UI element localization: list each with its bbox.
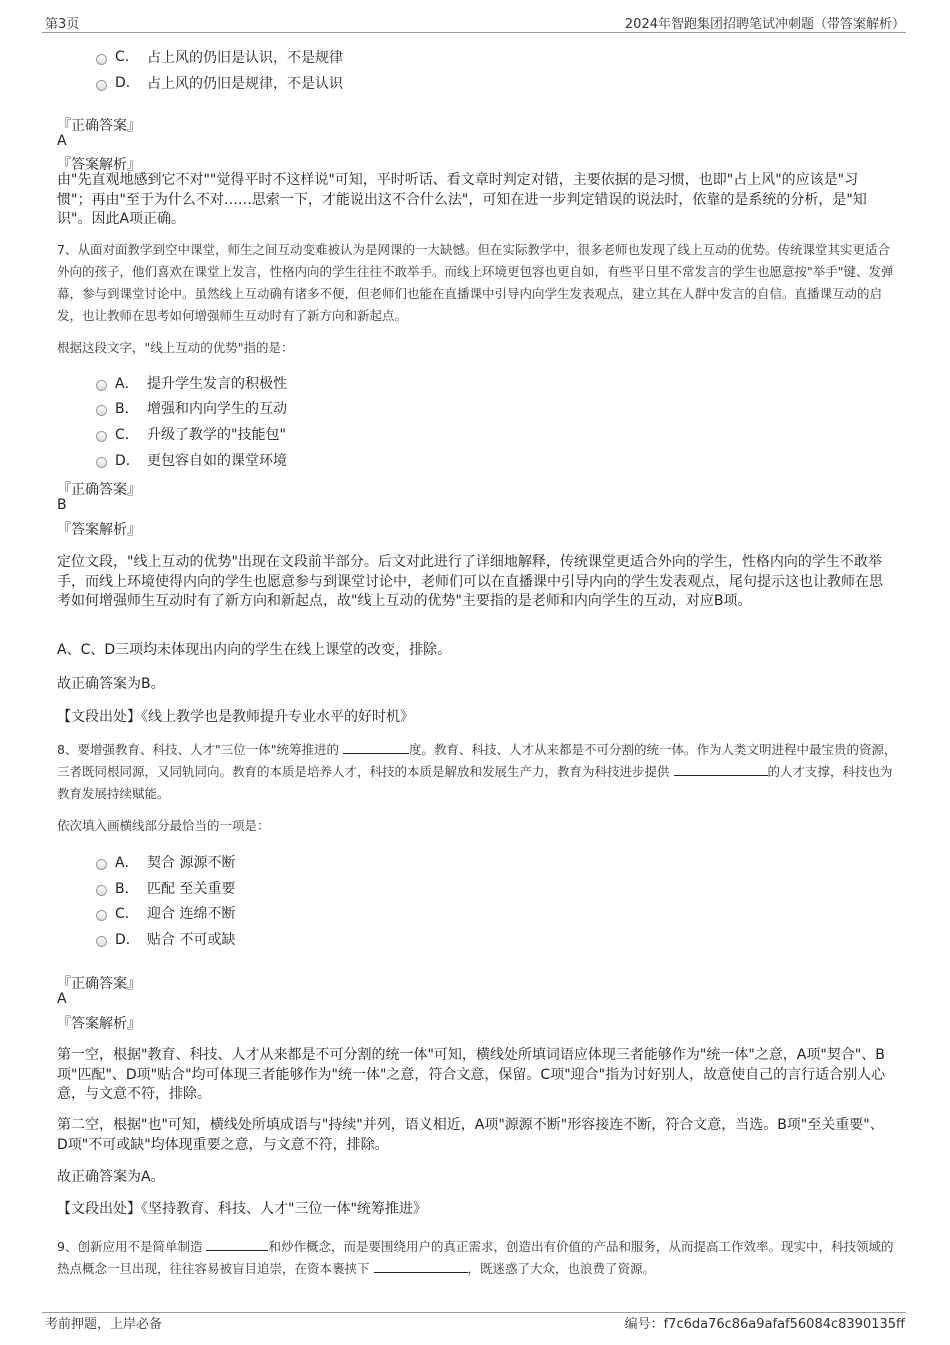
option-d[interactable]: D. 占上风的仍旧是规律，不是认识: [96, 73, 343, 93]
question-8-prompt: 依次填入画横线部分最恰当的一项是：: [57, 818, 270, 833]
option-d[interactable]: D． 更包容自如的课堂环境: [96, 450, 287, 470]
option-d[interactable]: D． 贴合 不可或缺: [96, 929, 235, 949]
analysis-label: 『答案解析』: [57, 157, 141, 173]
fill-blank: [343, 741, 409, 754]
radio-icon[interactable]: [96, 885, 107, 896]
option-a[interactable]: A． 契合 源源不断: [96, 852, 235, 872]
document-id: 编号：f7c6da76c86a9afaf56084c8390135ff: [624, 1317, 905, 1332]
page-number: 第3页: [45, 17, 80, 32]
answer-value: A: [57, 133, 67, 149]
analysis-label: 『答案解析』: [57, 1016, 141, 1032]
question-7-stem: 7、从面对面教学到空中课堂，师生之间互动变难被认为是网课的一大缺憾。但在实际教学中，很多老师也发现了线上互动的优势。传统课堂其实更适合外向的孩子，他们喜欢在课堂上发言，性格内向的学生往往不敢举手。而线上环境更包容也更自如，有些平日里不常发言的学生也愿意按"举手"键、发弹幕，参与到课堂讨论中。虽然线上互动确有诸多不便，但老师们也能在直播课中引导内向学生发表观点，建立其在人群中发言的自信。直播课互动的启发，也让教师在思考如何增强师生互动时有了新方向和新起点。: [57, 242, 894, 323]
radio-icon[interactable]: [96, 380, 107, 391]
answer-label: 『正确答案』: [57, 482, 141, 498]
radio-icon[interactable]: [96, 431, 107, 442]
option-c[interactable]: C． 升级了教学的"技能包": [96, 424, 286, 444]
footer-slogan: 考前押题，上岸必备: [45, 1317, 163, 1332]
source-line: 【文段出处】《线上教学也是教师提升专业水平的好时机》: [57, 709, 414, 725]
option-c[interactable]: C． 迎合 连绵不断: [96, 903, 235, 923]
analysis-text: 第二空，根据"也"可知，横线处所填成语与"持续"并列，语义相近，A项"源源不断"形容接连不断，符合文意，当选。B项"至关重要"、D项"不可或缺"均体现重要之意，与文意不符，排除。: [57, 1117, 884, 1153]
answer-label: 『正确答案』: [57, 118, 141, 134]
radio-icon[interactable]: [96, 80, 107, 91]
radio-icon[interactable]: [96, 910, 107, 921]
fill-blank: [206, 1238, 268, 1251]
answer-value: A: [57, 991, 67, 1007]
analysis-text: 第一空，根据"教育、科技、人才从来都是不可分割的统一体"可知，横线处所填词语应体现三者能够作为"统一体"之意，A项"契合"、B项"匹配"、D项"贴合"均可体现三者能够作为"统一体"之意，符合文意，保留。C项"迎合"指为讨好别人，故意使自己的言行适合别人心意，与文意不符，排除。: [57, 1047, 886, 1102]
option-a[interactable]: A． 提升学生发言的积极性: [96, 373, 287, 393]
answer-label: 『正确答案』: [57, 976, 141, 992]
analysis-text: 定位文段，"线上互动的优势"出现在文段前半部分。后文对此进行了详细地解释，传统课堂更适合外向的学生，性格内向的学生不敢举手，而线上环境使得内向的学生也愿意参与到课堂讨论中，老师们可以在直播课中引导内向的学生发表观点，尾句提示这也让教师在思考如何增强师生互动时有了新方向和新起点，故"线上互动的优势"主要指的是老师和内向学生的互动，对应B项。: [57, 554, 883, 609]
analysis-text: 故正确答案为B。: [57, 676, 165, 692]
analysis-text: 由"先直观地感到它不对""觉得平时不这样说"可知，平时听话、看文章时判定对错，主要依据的是习惯，也即"占上风"的应该是"习惯"；再由"至于为什么不对……思索一下，才能说出这不合什么法"，可知在进一步判定错误的说法时，依靠的是系统的分析，是"知识"。因此A项正确。: [57, 172, 867, 227]
option-b[interactable]: B． 匹配 至关重要: [96, 878, 235, 898]
question-7-prompt: 根据这段文字，"线上互动的优势"指的是：: [57, 340, 294, 355]
radio-icon[interactable]: [96, 457, 107, 468]
option-b[interactable]: B． 增强和内向学生的互动: [96, 398, 287, 418]
answer-value: B: [57, 497, 67, 513]
document-title: 2024年智跑集团招聘笔试冲刺题（带答案解析）: [624, 17, 905, 32]
radio-icon[interactable]: [96, 54, 107, 65]
analysis-text: A、C、D三项均未体现出内向的学生在线上课堂的改变，排除。: [57, 642, 452, 658]
question-9-stem: 9、创新应用不是简单制造 和炒作概念，而是要围绕用户的真正需求，创造出有价值的产品和服务，从而提高工作效率。现实中，科技领域的热点概念一旦出现，往往容易被盲目追崇，在资本裹挟下 ，既迷惑了大众，也浪费了资源。: [57, 1239, 894, 1276]
fill-blank: [674, 763, 768, 776]
analysis-label: 『答案解析』: [57, 522, 141, 538]
header-divider: [42, 32, 906, 33]
analysis-text: 故正确答案为A。: [57, 1169, 165, 1185]
option-c[interactable]: C. 占上风的仍旧是认识，不是规律: [96, 47, 343, 67]
radio-icon[interactable]: [96, 859, 107, 870]
fill-blank: [374, 1260, 468, 1273]
radio-icon[interactable]: [96, 405, 107, 416]
question-8-stem: 8、要增强教育、科技、人才"三位一体"统筹推进的 度。教育、科技、人才从来都是不可分割的统一体。作为人类文明进程中最宝贵的资源，三者既同根同源，又同轨同向。教育的本质是培养人才，科技的本质是解放和发展生产力，教育为科技进步提供 的人才支撑，科技也为教育发展持续赋能。: [57, 742, 897, 801]
source-line: 【文段出处】《坚持教育、科技、人才"三位一体"统筹推进》: [57, 1201, 427, 1217]
radio-icon[interactable]: [96, 936, 107, 947]
